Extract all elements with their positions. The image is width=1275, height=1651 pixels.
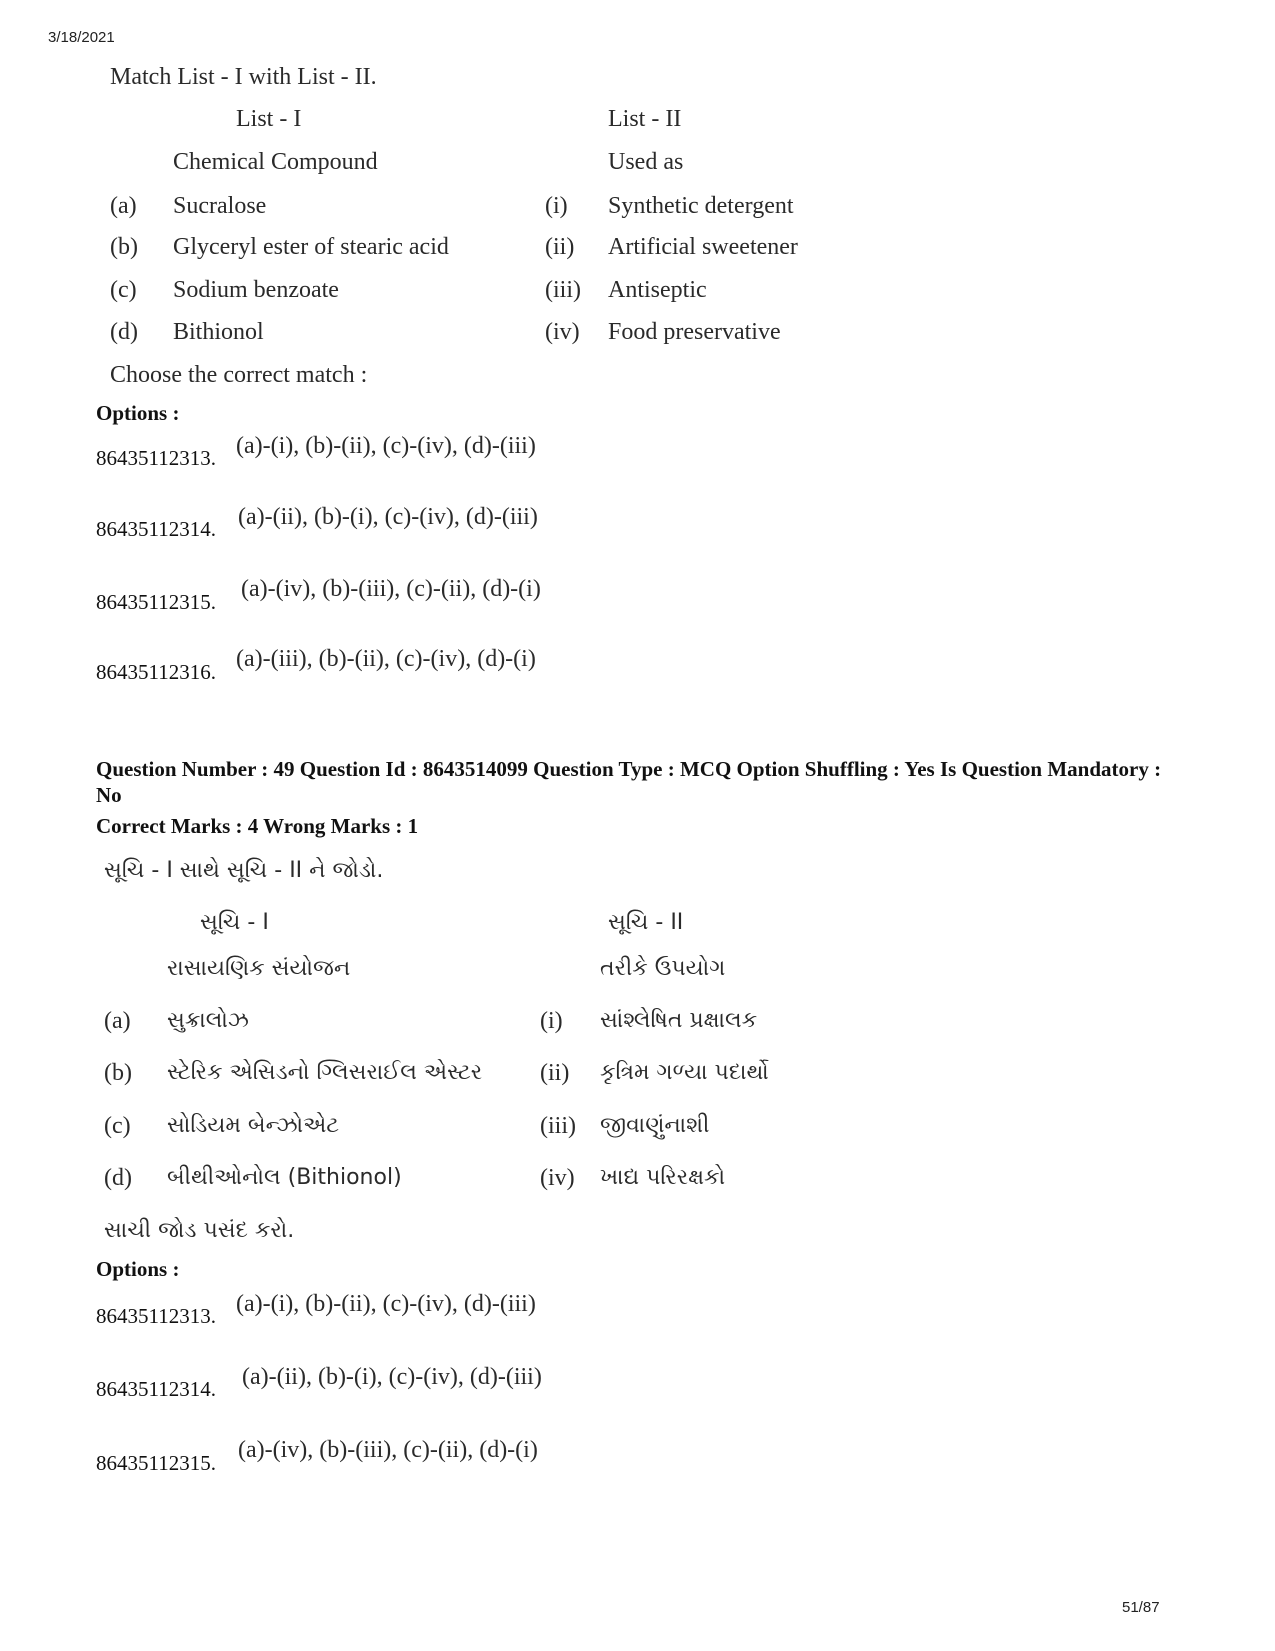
option-text: (a)-(i), (b)-(ii), (c)-(iv), (d)-(iii) — [236, 1291, 536, 1317]
option-id: 86435112314. — [96, 1377, 216, 1401]
q48-row-item: Food preservative — [608, 319, 781, 345]
q49-row-item: સાંશ્લેષિત પ્રક્ષાલક — [600, 1008, 758, 1033]
q49-row-item: ખાદ્ય પરિરક્ષકો — [600, 1165, 726, 1190]
q49-row-key: (c) — [104, 1113, 131, 1139]
q48-row-key: (a) — [110, 193, 137, 219]
q48-row-item: Synthetic detergent — [608, 193, 794, 219]
option-text: (a)-(iv), (b)-(iii), (c)-(ii), (d)-(i) — [238, 1437, 538, 1463]
print-date: 3/18/2021 — [48, 29, 115, 46]
q48-list1-title: List - I — [236, 106, 302, 132]
option-id: 86435112313. — [96, 1304, 216, 1328]
q49-instruction: સૂચિ - I સાથે સૂચિ - II ને જોડો. — [104, 858, 384, 883]
q49-list1-title: સૂચિ - I — [200, 910, 269, 935]
q48-row-key: (c) — [110, 277, 137, 303]
q49-list2-subtitle: તરીકે ઉપયોગ — [600, 956, 726, 981]
q48-list1-subtitle: Chemical Compound — [173, 149, 378, 175]
q49-options-label: Options : — [96, 1257, 180, 1281]
option-text: (a)-(iv), (b)-(iii), (c)-(ii), (d)-(i) — [241, 576, 541, 602]
option-text: (a)-(ii), (b)-(i), (c)-(iv), (d)-(iii) — [242, 1364, 542, 1390]
q48-row-key: (i) — [545, 193, 568, 219]
q49-row-item: સ્ટેરિક એસિડનો ગ્લિસરાઈલ એસ્ટર — [167, 1060, 483, 1085]
q49-row-key: (d) — [104, 1165, 132, 1191]
q49-row-item: સોડિયમ બેન્ઝોએટ — [167, 1113, 340, 1138]
q48-row-item: Bithionol — [173, 319, 264, 345]
q48-row-key: (ii) — [545, 234, 575, 260]
q48-row-item: Glyceryl ester of stearic acid — [173, 234, 449, 260]
q48-row-key: (iv) — [545, 319, 580, 345]
q49-row-item: જીવાણુંનાશી — [600, 1113, 710, 1138]
option-text: (a)-(i), (b)-(ii), (c)-(iv), (d)-(iii) — [236, 433, 536, 459]
q49-row-key: (ii) — [540, 1060, 570, 1086]
q48-row-item: Artificial sweetener — [608, 234, 798, 260]
option-id: 86435112315. — [96, 590, 216, 614]
q48-row-item: Sodium benzoate — [173, 277, 339, 303]
q48-row-key: (d) — [110, 319, 138, 345]
q48-list2-subtitle: Used as — [608, 149, 684, 175]
option-id: 86435112313. — [96, 446, 216, 470]
q49-row-key: (i) — [540, 1008, 563, 1034]
option-id: 86435112314. — [96, 517, 216, 541]
q49-meta: Question Number : 49 Question Id : 8643514099 Question Type : MCQ Option Shuffling : Yes Is Question Mandatory : No — [96, 757, 1162, 807]
q49-list1-subtitle: રાસાયણિક સંયોજન — [167, 956, 351, 981]
q48-row-item: Antiseptic — [608, 277, 707, 303]
page-number: 51/87 — [1122, 1599, 1160, 1616]
q49-row-key: (iii) — [540, 1113, 576, 1139]
q48-row-item: Sucralose — [173, 193, 267, 219]
q49-row-key: (a) — [104, 1008, 131, 1034]
q49-choose-prompt: સાચી જોડ પસંદ કરો. — [104, 1218, 295, 1243]
q48-instruction: Match List - I with List - II. — [110, 64, 377, 90]
q49-marks: Correct Marks : 4 Wrong Marks : 1 — [96, 814, 419, 838]
q48-list2-title: List - II — [608, 106, 682, 132]
option-id: 86435112315. — [96, 1451, 216, 1475]
q49-row-key: (b) — [104, 1060, 132, 1086]
q48-row-key: (b) — [110, 234, 138, 260]
q48-row-key: (iii) — [545, 277, 581, 303]
q48-choose-prompt: Choose the correct match : — [110, 362, 368, 388]
q49-list2-title: સૂચિ - II — [608, 910, 684, 935]
q48-options-label: Options : — [96, 401, 180, 425]
q49-row-item: કૃત્રિમ ગળ્યા પદાર્થો — [600, 1060, 769, 1085]
option-id: 86435112316. — [96, 660, 216, 684]
option-text: (a)-(iii), (b)-(ii), (c)-(iv), (d)-(i) — [236, 646, 536, 672]
option-text: (a)-(ii), (b)-(i), (c)-(iv), (d)-(iii) — [238, 504, 538, 530]
q49-row-item: સુક્રાલોઝ — [167, 1008, 249, 1033]
q49-row-key: (iv) — [540, 1165, 575, 1191]
q49-row-item: બીથીઓનોલ (Bithionol) — [167, 1165, 402, 1190]
